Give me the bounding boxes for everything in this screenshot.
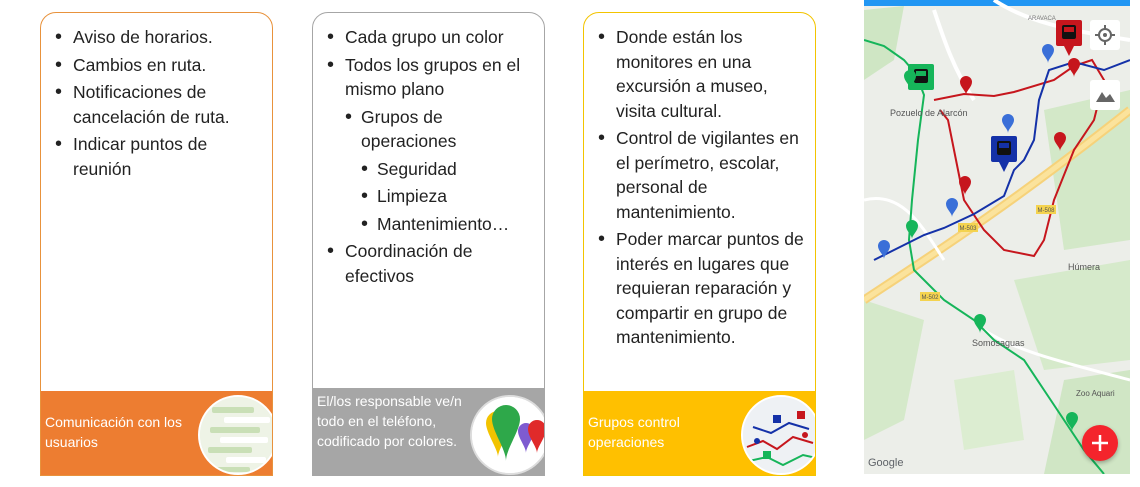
- card-bullet-list: [323, 25, 538, 291]
- place-label-humera: Húmera: [1068, 262, 1101, 272]
- card-comunicacion: [40, 12, 273, 476]
- card-footer: [313, 388, 544, 475]
- map-pins-thumbnail: [470, 395, 545, 475]
- map-canvas[interactable]: [864, 0, 1130, 474]
- bullet-item: • Coordinación de efectivos: [323, 239, 538, 288]
- bullet-item: • Cambios en ruta.: [51, 53, 266, 78]
- bullet-item: • Control de vigilantes en el perímetro, escolar, personal de mantenimiento.: [594, 126, 809, 224]
- plus-icon: [1082, 425, 1118, 461]
- chat-screenshot-thumbnail: [198, 395, 273, 475]
- road-label-m508: M-508: [1037, 208, 1055, 214]
- place-label-somosaguas: Somosaguas: [972, 338, 1025, 348]
- bullet-item: • Cada grupo un color: [323, 25, 538, 50]
- road-label-m503: M-503: [959, 226, 977, 232]
- bullet-item: • Donde están los monitores en una excursión a museo, visita cultural.: [594, 25, 809, 123]
- card-bullet-list: [51, 25, 266, 184]
- sub-sub-bullet-item: • Seguridad: [361, 157, 538, 182]
- add-fab-button[interactable]: [1082, 425, 1118, 461]
- card-grupos-color: [312, 12, 545, 476]
- route-map-panel[interactable]: [864, 0, 1130, 474]
- route-map-thumbnail: [741, 395, 816, 475]
- map-pins-icon: [472, 397, 545, 475]
- terrain-layer-button[interactable]: [1090, 80, 1120, 110]
- sub-list: [345, 105, 538, 237]
- card-grupos-control: [583, 12, 816, 476]
- card-bullet-list: [594, 25, 809, 353]
- my-location-button[interactable]: [1090, 20, 1120, 50]
- sub-bullet-item-text: Grupos de operaciones: [361, 106, 457, 151]
- sub-sub-bullet-item: • Mantenimiento…: [361, 212, 538, 237]
- sub-sub-list: [361, 157, 538, 237]
- card-footer: [584, 391, 815, 475]
- place-label-pozuelo: Pozuelo de Alarcón: [890, 108, 968, 118]
- place-label-aravaca: ARAVACA: [1028, 16, 1056, 22]
- card-footer-text: El/los responsable ve/n todo en el teléfono, codificado por colores.: [317, 393, 462, 449]
- card-footer: [41, 391, 272, 475]
- google-logo: Google: [868, 457, 904, 469]
- card-footer-text: Grupos control operaciones: [588, 414, 680, 450]
- road-label-m502: M-502: [921, 295, 939, 301]
- chat-thumbnail-graphic: [200, 397, 273, 475]
- bullet-item-text: Todos los grupos en el mismo plano: [345, 54, 521, 99]
- bullet-item: • Indicar puntos de reunión: [51, 132, 266, 181]
- bullet-item: • Aviso de horarios.: [51, 25, 266, 50]
- route-map-icon: [743, 397, 816, 475]
- bullet-item: [323, 53, 538, 237]
- bullet-item: • Notificaciones de cancelación de ruta.: [51, 80, 266, 129]
- sub-bullet-item: [345, 105, 538, 237]
- sub-sub-bullet-item: • Limpieza: [361, 184, 538, 209]
- card-footer-text: Comunicación con los usuarios: [45, 414, 182, 450]
- place-label-zoo: Zoo Aquari: [1076, 389, 1115, 398]
- bullet-item: • Poder marcar puntos de interés en lugares que requieran reparación y compartir en grupo de mantenimiento.: [594, 227, 809, 350]
